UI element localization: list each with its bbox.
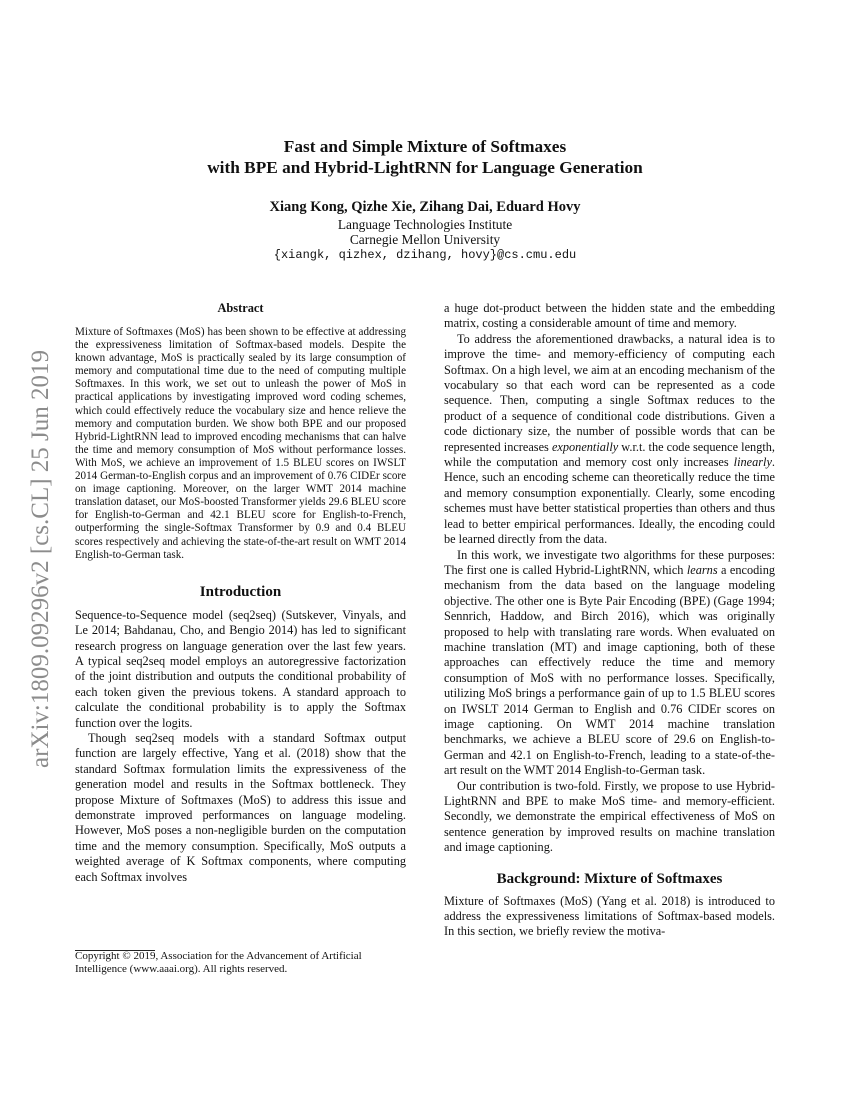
- abstract-text: Mixture of Softmaxes (MoS) has been shown to be effective at addressing the expressiveness limitation of Softmax-based models. Despite the known advantage, MoS is practically sealed by its large consumption of memory and computational time due to the need of computing multiple Softmaxes. In this work, we set out to unleash the power of MoS in practical applications by investigating improved word coding schemes, which could effectively reduce the vocabulary size and hence relieve the memory and computation burden. We show both BPE and our proposed Hybrid-LightRNN lead to improved encoding mechanisms that can halve the time and memory consumption of MoS without performance losses. With MoS, we achieve an improvement of 1.5 BLEU scores on IWSLT 2014 German-to-English corpus and an improvement of 0.76 CIDEr score on image captioning. Moreover, on the larger WMT 2014 machine translation dataset, our MoS-boosted Transformer yields 29.6 BLEU score for English-to-German and 42.1 BLEU score for English-to-French, outperforming the single-Softmax Transformer by 0.9 and 0.4 BLEU scores respectively and achieving the state-of-the-art result on WMT 2014 English-to-German task.: [75, 326, 406, 561]
- intro-paragraph-4: [444, 548, 775, 779]
- intro-p3-text-b: w.r.t. the code sequence length, while the computation and memory cost only increases: [444, 439, 775, 470]
- author-emails: {xiangk, qizhex, dzihang, hovy}@cs.cmu.edu: [273, 247, 577, 262]
- affiliation-institute: Language Technologies Institute: [337, 216, 513, 232]
- intro-p4-text-a: In this work, we investigate two algorithms for these purposes: The first one is called Hybrid-LightRNN, which: [444, 547, 775, 577]
- copyright-footnote: Copyright © 2019, Association for the Advancement of Artificial Intelligence (www.aaai.org). All rights reserved.: [75, 950, 362, 976]
- intro-p3-text-a: To address the aforementioned drawbacks, a natural idea is to improve the time- and memory-efficiency of computing each Softmax. On a high level, we aim at an encoding mechanism of the vocabulary so that each word can be represented as a code sequence. Then, computing a single Softmax reduces to the product of a sequence of conditional code distributions. Given a code dictionary size, the number of possible words that can be represented increases: [444, 331, 775, 454]
- author-block: [75, 200, 775, 263]
- intro-p3-text-c: . Hence, such an encoding scheme can theoretically reduce the time and memory consumption exponentially. Clearly, some encoding schemes must have better statistical properties than others and thus lead to better empirical performances. Ideally, the encoding could be learned directly from the data.: [444, 455, 775, 547]
- intro-p3-emphasis-linearly: linearly: [733, 455, 772, 470]
- title-block: [75, 136, 775, 178]
- affiliation-university: Carnegie Mellon University: [349, 232, 501, 247]
- left-column: [75, 301, 406, 885]
- intro-paragraph-1: Sequence-to-Sequence model (seq2seq) (Sutskever, Vinyals, and Le 2014; Bahdanau, Cho, and Bengio 2014) has led to significant research progress on language generation over the last few years. A typical seq2seq model employs an autoregressive factorization of the joint distribution and outputs the conditional probability of each token given the previous tokens. A standard approach to calculate the conditional probability is to apply the Softmax function over the logits.: [75, 607, 406, 730]
- right-column: [444, 301, 775, 940]
- intro-p4-emphasis-learns: learns: [686, 562, 718, 577]
- paper-title-line-1: Fast and Simple Mixture of Softmaxes: [283, 137, 567, 156]
- intro-paragraph-2-continued: a huge dot-product between the hidden state and the embedding matrix, costing a considerable amount of time and memory.: [444, 301, 775, 331]
- arxiv-identifier: arXiv:1809.09296v2 [cs.CL] 25 Jun 2019: [27, 349, 54, 768]
- introduction-heading: Introduction: [199, 583, 282, 600]
- intro-paragraph-5: Our contribution is two-fold. Firstly, we propose to use Hybrid-LightRNN and BPE to make MoS time- and memory-efficient. Secondly, we demonstrate the empirical effectiveness of MoS on sentence generation by improved results on machine translation and image captioning.: [444, 778, 775, 855]
- background-heading: Background: Mixture of Softmaxes: [496, 870, 723, 887]
- abstract-heading: Abstract: [217, 301, 264, 315]
- intro-paragraph-2: Though seq2seq models with a standard Softmax output function are largely effective, Yang et al. (2018) show that the standard Softmax formulation limits the expressiveness of the generation model and results in the Softmax bottleneck. They propose Mixture of Softmaxes (MoS) to address this issue and demonstrate improved performances on language modeling. However, MoS poses a non-negligible burden on the computation time and the memory consumption. Specifically, MoS outputs a weighted average of K Softmax components, where computing each Softmax involves: [75, 730, 406, 884]
- paper-title-line-2: with BPE and Hybrid-LightRNN for Language Generation: [207, 158, 643, 177]
- intro-p3-emphasis-exponentially: exponentially: [551, 439, 619, 454]
- intro-paragraph-3: [444, 332, 775, 548]
- intro-p4-text-b: a encoding mechanism from the data based on the language modeling objective. The other one is Byte Pair Encoding (BPE) (Gage 1994; Sennrich, Haddow, and Birch 2016), which was originally proposed to help with translating rare words. When evaluated on machine translation (MT) and image captioning, both of these approaches can effectively reduce the time and memory consumption of MoS with no performance losses. Specifically, utilizing MoS brings a performance gain of up to 1.5 BLEU scores on IWSLT 2014 German to English and 0.76 CIDEr scores on image captioning. On WMT 2014 machine translation benchmarks, we achieve a BLEU score of 29.6 on English-to-German and 42.1 on English-to-French, leading to a state-of-the-art result on the WMT 2014 English-to-German task.: [444, 562, 776, 778]
- author-names: Xiang Kong, Qizhe Xie, Zihang Dai, Eduard Hovy: [269, 199, 581, 215]
- background-paragraph-1: Mixture of Softmaxes (MoS) (Yang et al. 2018) is introduced to address the expressiveness limitations of Softmax-based models. In this section, we briefly review the motiva-: [444, 893, 775, 939]
